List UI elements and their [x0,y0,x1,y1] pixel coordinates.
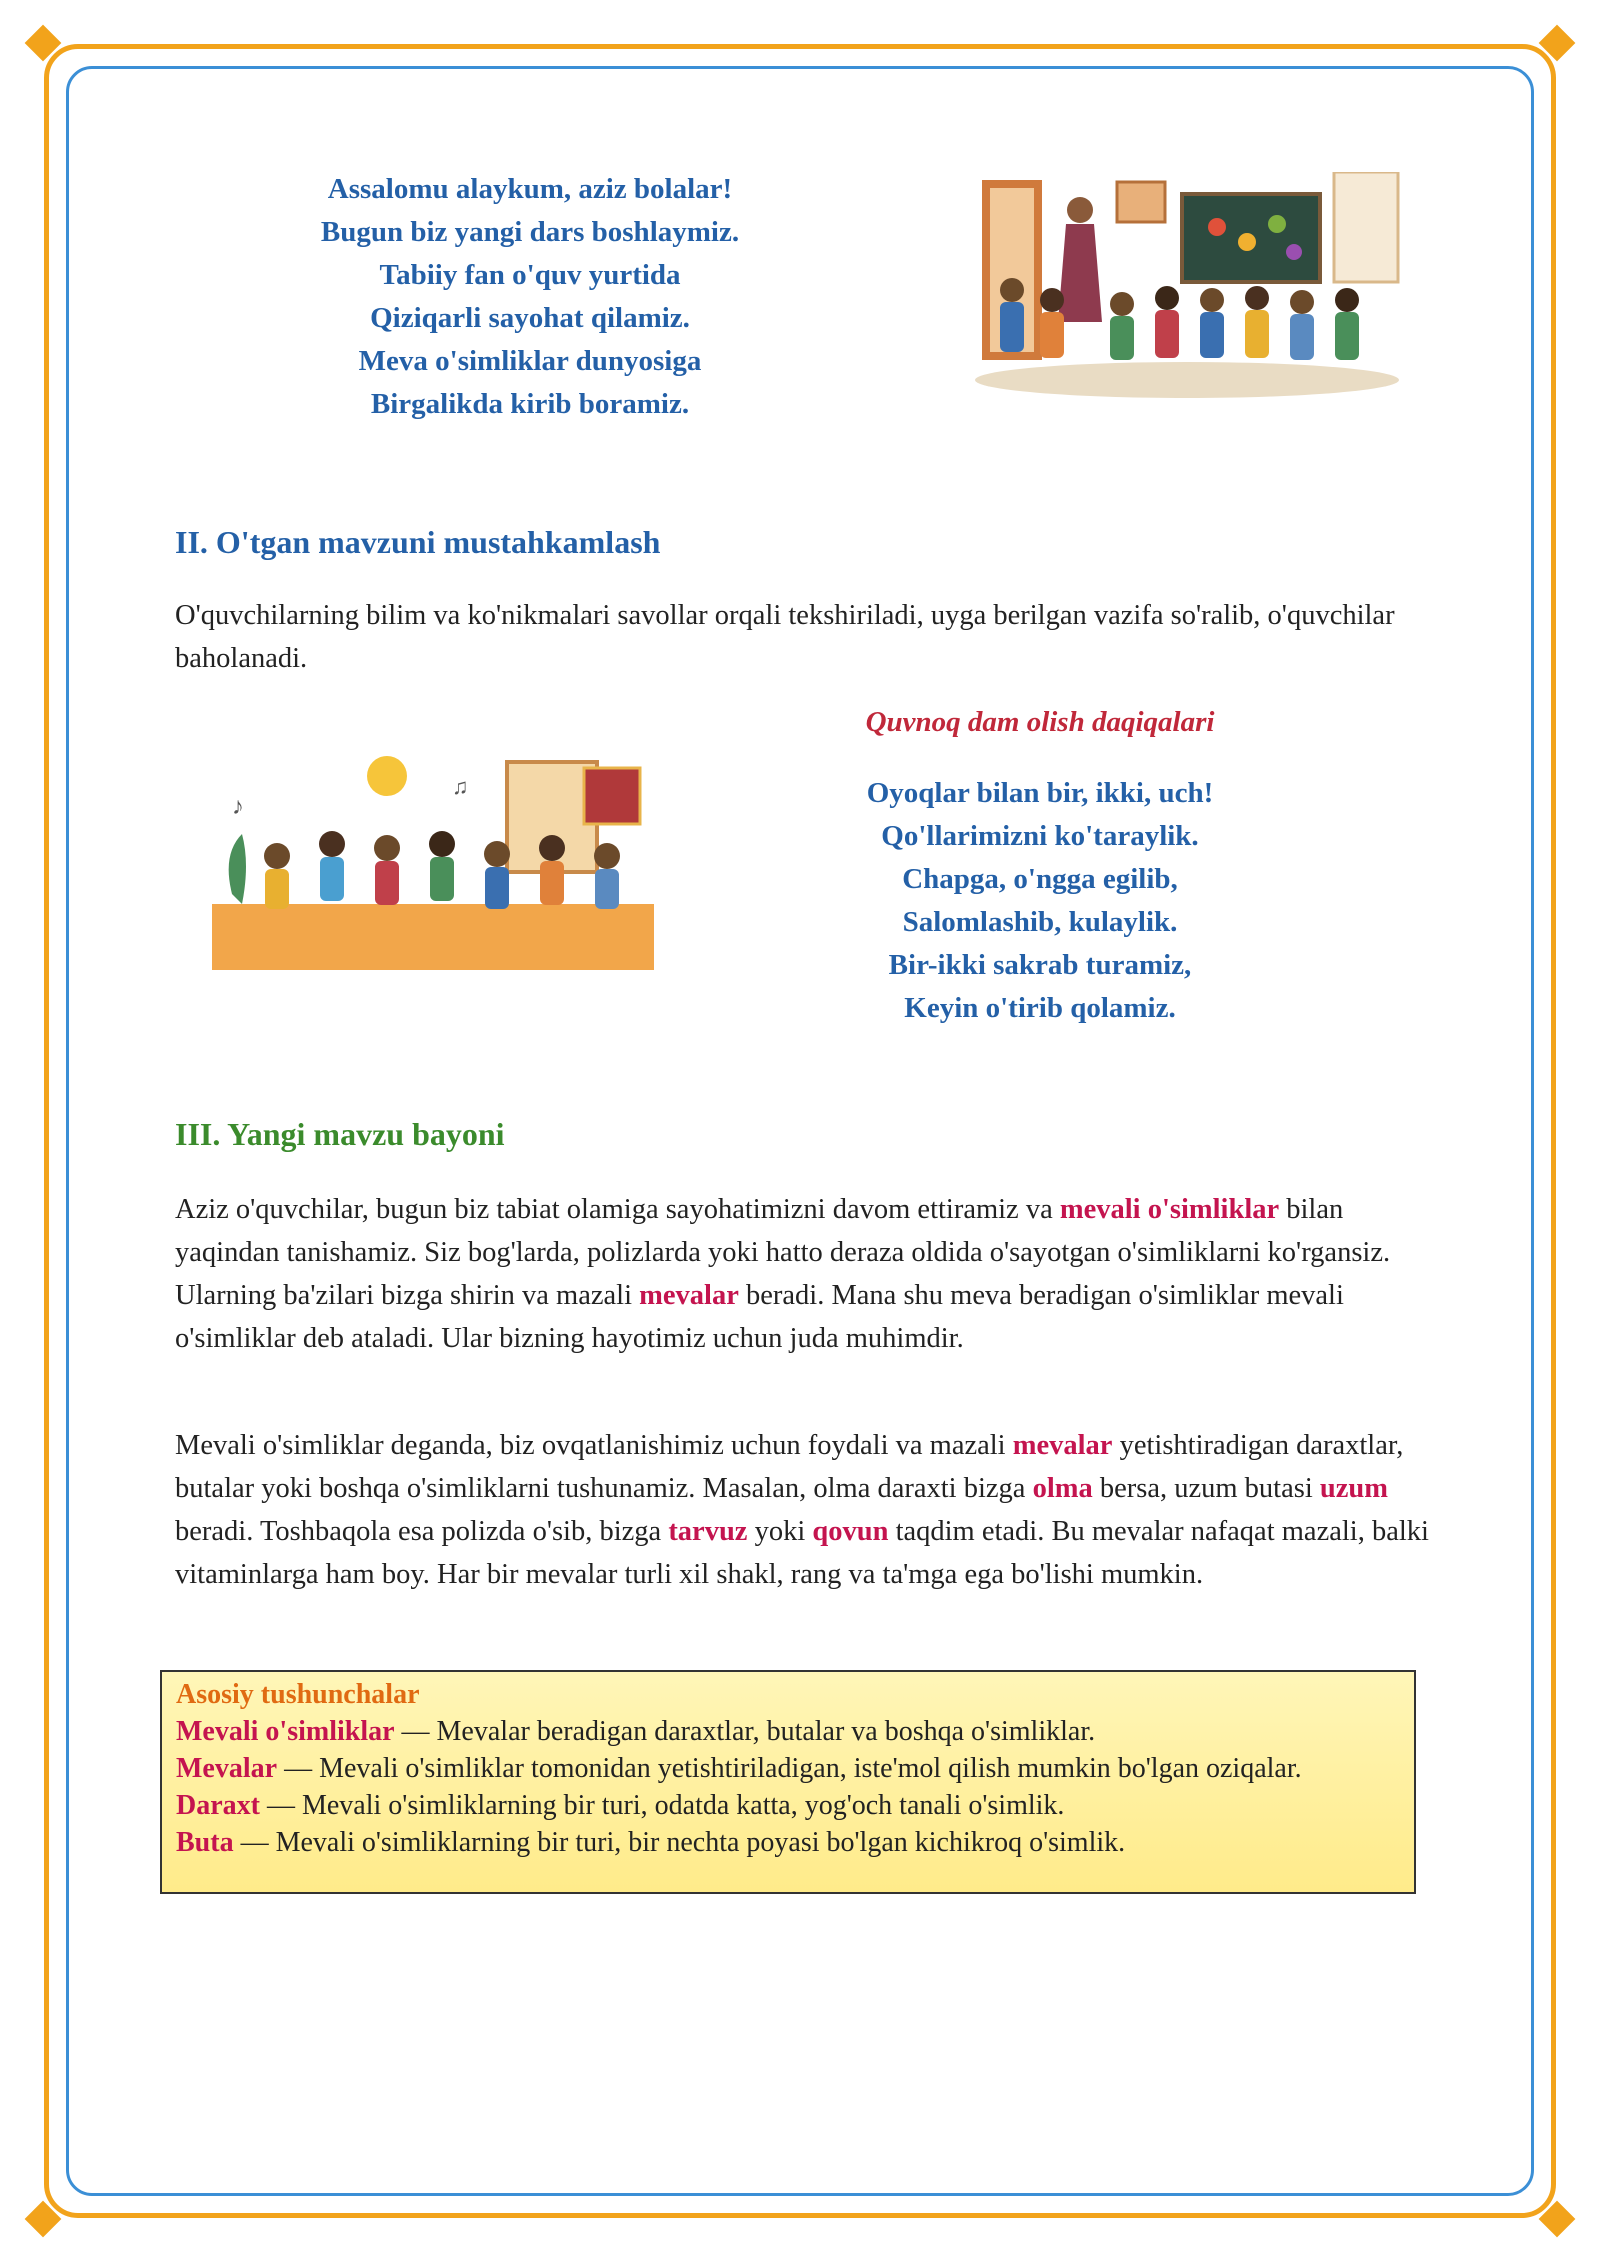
break-poem [740,772,1340,1030]
dancing-children-illustration [212,744,654,970]
floor [212,904,654,970]
text-run: yoki [747,1516,813,1547]
highlight-term: tarvuz [668,1516,748,1547]
poem-line: Salomlashib, kulaylik. [902,906,1178,938]
classroom-illustration [972,172,1402,400]
concept-item [176,1750,1400,1787]
key-concepts-box [160,1670,1416,1894]
sun-icon [367,756,407,796]
poem-line: Bugun biz yangi dars boshlaymiz. [320,216,740,248]
poem-line: Chapga, o'ngga egilib, [902,863,1178,895]
text-run: bersa, uzum butasi [1092,1473,1320,1504]
text-run: yetishtiradigan daraxtlar, butalar yoki boshqa o'simliklarni tushunamiz. Masalan, olma daraxti bizga [175,1430,1404,1504]
window-icon [1334,172,1398,282]
children-group [1000,278,1359,360]
poem-line: Meva o'simliklar dunyosiga [358,345,702,377]
concept-definition: — Mevali o'simliklarning bir turi, bir nechta poyasi bo'lgan kichikroq o'simlik. [233,1827,1126,1858]
poem-line: Qo'llarimizni ko'taraylik. [881,820,1199,852]
concept-item [176,1787,1400,1824]
text-run: beradi. Toshbaqola esa polizda o'sib, bizga [175,1516,669,1547]
text-run: beradi. Mana shu meva beradigan o'simliklar mevali o'simliklar deb ataladi. Ular bizning hayotimiz uchun juda muhimdir. [175,1280,1344,1354]
greeting-poem [230,168,830,426]
concept-item [176,1824,1400,1861]
concept-definition: — Mevalar beradigan daraxtlar, butalar va boshqa o'simliklar. [394,1716,1096,1747]
text-run: bilan yaqindan tanishamiz. Siz bog'larda, polizlarda yoki hatto deraza oldida o'sayotgan o'simliklarni ko'rgansiz. Ularning ba'zilari bizga shirin va mazali [175,1194,1391,1311]
poem-line: Oyoqlar bilan bir, ikki, uch! [866,777,1214,809]
svg-text:♫: ♫ [452,774,469,799]
concept-definition: — Mevali o'simliklar tomonidan yetishtiriladigan, iste'mol qilish mumkin bo'lgan oziqalar. [277,1753,1302,1784]
key-concepts-title: Asosiy tushunchalar [176,1679,420,1710]
concept-item [176,1713,1400,1750]
paragraph [175,1188,1440,1360]
paragraph [175,1424,1440,1596]
text-run: taqdim etadi. Bu mevalar nafaqat mazali, balki vitaminlarga ham boy. Har bir mevalar turli xil shakl, rang va ta'mga ega bo'lishi mumkin. [175,1516,1429,1590]
paragraph: O'quvchilarning bilim va ko'nikmalari savollar orqali tekshiriladi, uyga berilgan vazifa so'ralib, o'quvchilar baholanadi. [175,600,1395,674]
poem-line: Tabiiy fan o'quv yurtida [379,259,681,291]
poem-line: Birgalikda kirib boramiz. [370,388,690,420]
svg-text:♪: ♪ [232,794,244,820]
poem-line: Qiziqarli sayohat qilamiz. [370,302,690,334]
poem-line: Keyin o'tirib qolamiz. [904,992,1176,1024]
teacher-figure [1058,197,1102,322]
text-run: Aziz o'quvchilar, bugun biz tabiat olamiga sayohatimizni davom ettiramiz va [175,1194,1060,1225]
highlight-term: olma [1032,1473,1093,1504]
poem-title: Quvnoq dam olish daqiqalari [865,706,1215,738]
concept-term: Mevali o'simliklar [176,1716,395,1747]
section-heading: II. O'tgan mavzuni mustahkamlash [175,524,661,560]
concept-definition: — Mevali o'simliklarning bir turi, odatda katta, yog'och tanali o'simlik. [259,1790,1065,1821]
concept-term: Mevalar [176,1753,278,1784]
text-run: Mevali o'simliklar deganda, biz ovqatlanishimiz uchun foydali va mazali [175,1430,1013,1461]
concept-term: Daraxt [176,1790,260,1821]
highlight-term: mevali o'simliklar [1059,1194,1280,1225]
concept-term: Buta [176,1827,234,1858]
highlight-term: mevalar [639,1280,739,1311]
highlight-term: mevalar [1012,1430,1113,1461]
carpet-icon [584,768,640,824]
section-heading: III. Yangi mavzu bayoni [175,1116,505,1152]
poem-line: Assalomu alaykum, aziz bolalar! [327,173,733,205]
poem-line: Bir-ikki sakrab turamiz, [888,949,1192,981]
highlight-term: uzum [1319,1473,1388,1504]
highlight-term: qovun [812,1516,889,1547]
